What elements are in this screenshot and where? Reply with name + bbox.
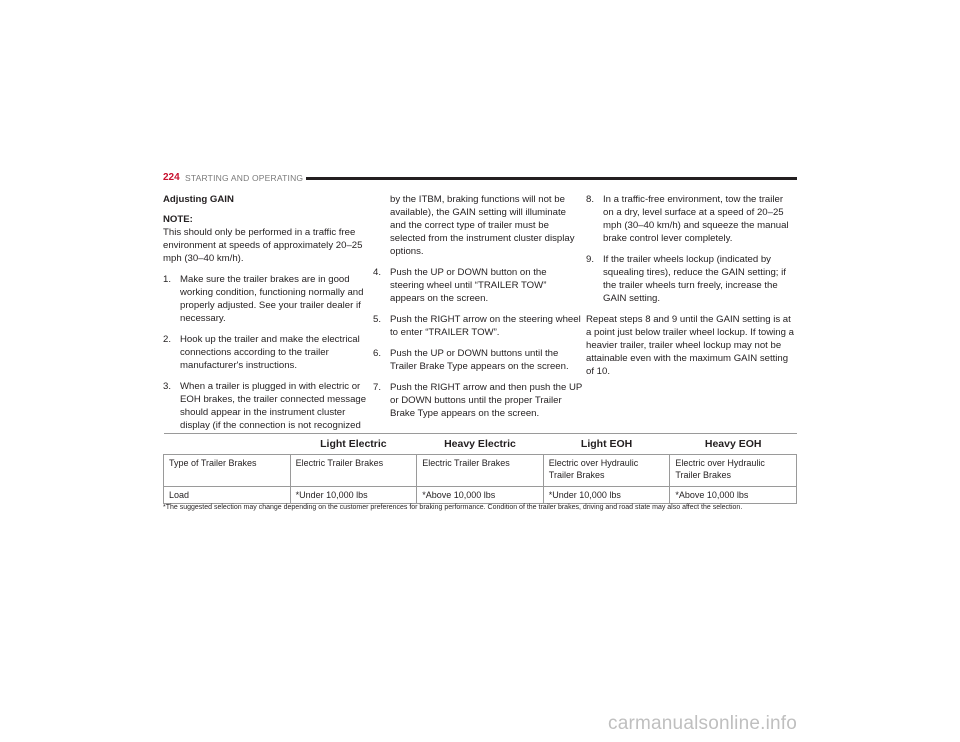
section-heading: Adjusting GAIN [163, 194, 234, 205]
table-header-row [164, 434, 797, 455]
step-text: Make sure the trailer brakes are in good working condition, functioning normally and properly adjusted. See your trailer dealer if necessary. [180, 274, 364, 324]
list-item [586, 193, 796, 245]
table-cell: Electric Trailer Brakes [290, 455, 417, 487]
step-text: Push the RIGHT arrow and then push the UP or DOWN buttons until the proper Trailer Brake Type appears on the screen. [390, 382, 583, 419]
table-cell: Load [164, 487, 291, 504]
table-cell: *Under 10,000 lbs [290, 487, 417, 504]
column-header: Light EOH [543, 434, 670, 455]
list-item [373, 313, 583, 339]
step-number: 5. [373, 314, 382, 325]
page-header [163, 172, 797, 186]
table-footnote: *The suggested selection may change depending on the customer preferences for braking performance. Condition of the trailer brakes, driving and road state may also affect the selection. [163, 504, 743, 511]
table-row [164, 455, 797, 487]
step-number: 3. [163, 381, 172, 392]
table-cell: Electric over Hydraulic Trailer Brakes [543, 455, 670, 487]
table-cell: Type of Trailer Brakes [164, 455, 291, 487]
list-item [163, 333, 373, 372]
step-number: 4. [373, 267, 382, 278]
column-3 [586, 193, 796, 386]
table-cell: *Above 10,000 lbs [417, 487, 544, 504]
column-header: Heavy EOH [670, 434, 797, 455]
list-item [373, 266, 583, 305]
trailer-brake-table [163, 433, 797, 504]
column-header: Light Electric [290, 434, 417, 455]
column-header: Heavy Electric [417, 434, 544, 455]
step-text: In a traffic-free environment, tow the trailer on a dry, level surface at a speed of 20–25 mph (30–40 km/h) and squeeze the manual brake control lever completely. [603, 194, 789, 244]
table-cell: Electric over Hydraulic Trailer Brakes [670, 455, 797, 487]
table-cell: Electric Trailer Brakes [417, 455, 544, 487]
note-label: NOTE: [163, 214, 193, 225]
list-item [163, 380, 373, 432]
step-number: 1. [163, 274, 172, 285]
step-number: 8. [586, 194, 595, 205]
step-number: 9. [586, 254, 595, 265]
table-cell: *Above 10,000 lbs [670, 487, 797, 504]
step-text: Push the RIGHT arrow on the steering wheel to enter “TRAILER TOW”. [390, 314, 581, 338]
list-item [373, 347, 583, 373]
column-header [164, 434, 291, 455]
page-number: 224 [163, 172, 180, 183]
list-item [163, 273, 373, 325]
table-row [164, 487, 797, 504]
step-text: Push the UP or DOWN button on the steering wheel until “TRAILER TOW” appears on the screen. [390, 267, 547, 304]
steps-list-3 [586, 193, 796, 305]
list-item [373, 381, 583, 420]
column-2 [373, 193, 583, 428]
column-1 [163, 193, 373, 440]
step-number: 2. [163, 334, 172, 345]
note-text: This should only be performed in a traffic free environment at speeds of approximately 20–25 mph (30–40 km/h). [163, 227, 363, 264]
list-item [586, 253, 796, 305]
step-text: If the trailer wheels lockup (indicated by squealing tires), reduce the GAIN setting; if the trailer wheels turn freely, increase the GAIN setting. [603, 254, 786, 304]
step-number: 6. [373, 348, 382, 359]
section-title: STARTING AND OPERATING [185, 173, 304, 183]
steps-list-2 [373, 266, 583, 420]
step-text: When a trailer is plugged in with electric or EOH brakes, the trailer connected message should appear in the instrument cluster display (if the connection is not recognized [180, 381, 367, 431]
continuation-text: by the ITBM, braking functions will not be available), the GAIN setting will illuminate and the correct type of trailer must be selected from the instrument cluster display options. [390, 194, 575, 257]
step-number: 7. [373, 382, 382, 393]
table-cell: *Under 10,000 lbs [543, 487, 670, 504]
header-rule [306, 177, 797, 180]
step-3-continuation [373, 193, 583, 258]
step-text: Hook up the trailer and make the electrical connections according to the trailer manufacturer's instructions. [180, 334, 360, 371]
repeat-paragraph: Repeat steps 8 and 9 until the GAIN setting is at a point just below trailer wheel lockup. If towing a heavier trailer, trailer wheel lockup may not be attainable even with the maximum GAIN setting of 10. [586, 314, 794, 377]
step-text: Push the UP or DOWN buttons until the Trailer Brake Type appears on the screen. [390, 348, 569, 372]
watermark[interactable]: carmanualsonline.info [608, 713, 798, 734]
steps-list-1 [163, 273, 373, 432]
